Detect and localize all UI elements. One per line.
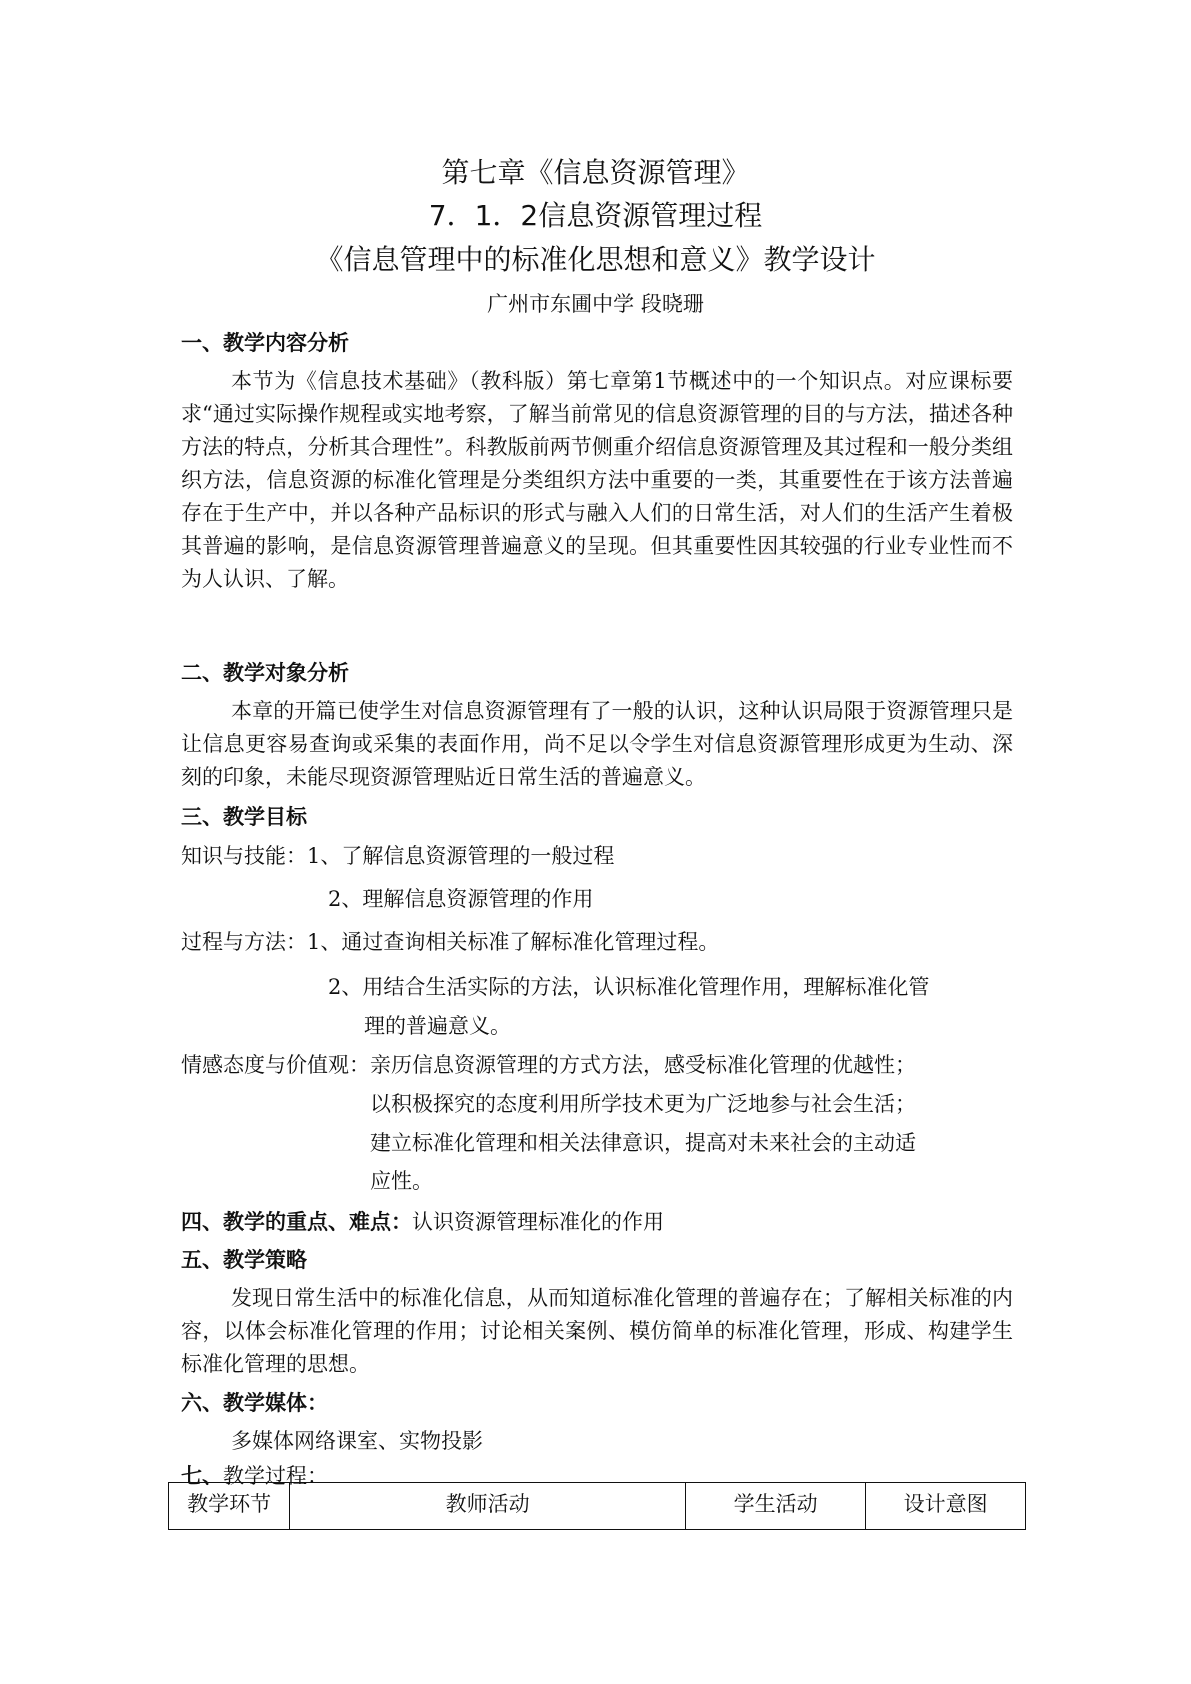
objective-process-item-2-cont: 理的普遍意义。 [364,1014,511,1038]
process-table [168,1482,1026,1530]
chapter-title: 第七章《信息资源管理》 [441,156,750,189]
process-heading-number: 七、 [181,1464,223,1488]
table-header-stage: 教学环节 [169,1483,290,1530]
objective-knowledge-row [181,840,614,873]
paragraph-strategy: 发现日常生活中的标准化信息，从而知道标准化管理的普遍存在；了解相关标准的内容，以体会标准化管理的作用；讨论相关案例、模仿简单的标准化管理，形成、构建学生标准化管理的思想。 [181,1286,1013,1376]
objective-emotion-item-3: 建立标准化管理和相关法律意识，提高对未来社会的主动适 [370,1131,916,1155]
lesson-title: 《信息管理中的标准化思想和意义》教学设计 [315,243,876,276]
section-heading-strategy: 五、教学策略 [181,1248,307,1272]
objective-knowledge-item-2: 2、理解信息资源管理的作用 [328,887,594,911]
objective-knowledge-label: 知识与技能： [181,844,307,868]
objective-process-row [181,926,719,959]
section-heading-content-analysis: 一、教学内容分析 [181,331,349,355]
media-text: 多媒体网络课室、实物投影 [231,1429,483,1453]
objective-emotion-row [181,1049,916,1082]
table-header-student: 学生活动 [685,1483,865,1530]
objective-knowledge-item-1: 1、了解信息资源管理的一般过程 [307,844,615,868]
objective-emotion-item-2: 以积极探究的态度利用所学技术更为广泛地参与社会生活； [370,1092,916,1116]
objective-process-label: 过程与方法： [181,930,307,954]
table-header-intent: 设计意图 [866,1483,1026,1530]
author-line: 广州市东圃中学 段晓珊 [487,292,704,316]
table-header-teacher: 教师活动 [290,1483,686,1530]
objective-emotion-item-1: 亲历信息资源管理的方式方法，感受标准化管理的优越性； [370,1053,916,1077]
section-title: 7．1．2信息资源管理过程 [428,199,763,232]
table-header-row [169,1483,1026,1530]
paragraph-content-analysis: 本节为《信息技术基础》（教科版）第七章第1节概述中的一个知识点。对应课标要求“通过实际操作规程或实地考察，了解当前常见的信息资源管理的目的与方法，描述各种方法的特点，分析其合理性”。科教版前两节侧重介绍信息资源管理及其过程和一般分类组织方法，信息资源的标准化管理是分类组织方法中重要的一类，其重要性在于该方法普遍存在于生产中，并以各种产品标识的形式与融入人们的日常生活，对人们的生活产生着极其普遍的影响，是信息资源管理普遍意义的呈现。但其重要性因其较强的行业专业性而不为人认识、了解。 [181,369,1013,591]
section-heading-student-analysis: 二、教学对象分析 [181,661,349,685]
section-heading-objectives: 三、教学目标 [181,805,307,829]
objective-emotion-item-3-cont: 应性。 [370,1169,433,1193]
objective-process-item-1: 1、通过查询相关标准了解标准化管理过程。 [307,930,720,954]
objective-process-item-2: 2、用结合生活实际的方法，认识标准化管理作用，理解标准化管 [328,975,930,999]
objective-emotion-label: 情感态度与价值观： [181,1053,370,1077]
key-points-text: 认识资源管理标准化的作用 [412,1210,664,1234]
section-heading-media: 六、教学媒体： [181,1391,328,1415]
paragraph-student-analysis: 本章的开篇已使学生对信息资源管理有了一般的认识，这种认识局限于资源管理只是让信息更容易查询或采集的表面作用，尚不足以令学生对信息资源管理形成更为生动、深刻的印象，未能尽现资源管理贴近日常生活的普遍意义。 [181,699,1013,789]
key-points-label: 四、教学的重点、难点： [181,1210,412,1234]
section-heading-key-points [181,1208,664,1236]
process-heading-text: 教学过程： [223,1464,328,1488]
